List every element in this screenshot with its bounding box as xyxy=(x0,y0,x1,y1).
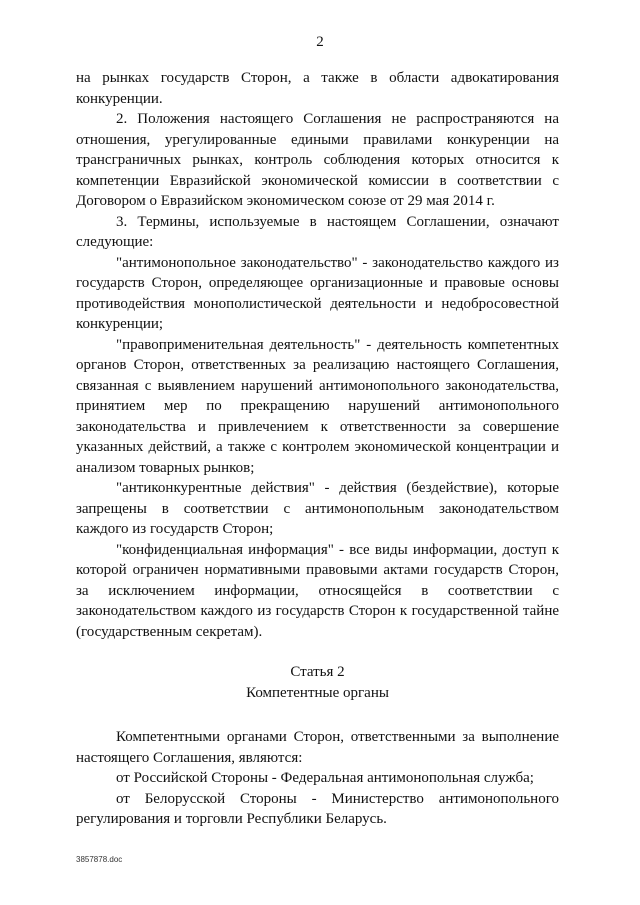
definition-antimonopoly-law: "антимонопольное законодательство" - законодательство каждого из государств Сторон, определяющее организационные и правовые основы противодействия монополистической деятельности и недобросовестной конкуренции; xyxy=(76,254,559,332)
paragraph-clause-2: 2. Положения настоящего Соглашения не распространяются на отношения, урегулированные едиными правилами конкуренции на трансграничных рынках, контроль соблюдения которых относится к компетенции Евразийской экономической комиссии в соответствии с Договором о Евразийском экономическом союзе от 29 мая 2014 г. xyxy=(76,111,559,209)
article-intro-paragraph: Компетентными органами Сторон, ответственными за выполнение настоящего Соглашения, являются: xyxy=(76,729,559,766)
document-body xyxy=(76,68,559,830)
paragraph-continuation: на рынках государств Сторон, а также в области адвокатирования конкуренции. xyxy=(76,70,559,107)
definition-anticompetitive-actions: "антиконкурентные действия" - действия (бездействие), которые запрещены в соответствии с антимонопольным законодательством каждого из государств Сторон; xyxy=(76,480,559,537)
paragraph-clause-3: 3. Термины, используемые в настоящем Соглашении, означают следующие: xyxy=(76,213,559,250)
file-name-footer: 3857878.doc xyxy=(76,855,123,864)
definition-confidential-information: "конфиденциальная информация" - все виды информации, доступ к которой ограничен нормативными правовыми актами государств Сторон, за исключением информации, относящейся в соответствии с законодательством каждого из государств Сторон к государственной тайне (государственным секретам). xyxy=(76,541,559,640)
article-number: Статья 2 xyxy=(290,664,345,680)
belarusian-party-authority: от Белорусской Стороны - Министерство антимонопольного регулирования и торговли Республики Беларусь. xyxy=(76,790,559,827)
page-number: 2 xyxy=(316,34,324,50)
definition-enforcement-activity: "правоприменительная деятельность" - деятельность компетентных органов Сторон, ответственных за реализацию настоящего Соглашения, связанная с выявлением нарушений антимонопольного законодательства, принятием мер по прекращению нарушений антимонопольного законодательства и привлечением к ответственности за совершение указанных действий, а также с контролем экономической концентрации и анализом товарных рынков; xyxy=(76,336,559,476)
russian-party-authority: от Российской Стороны - Федеральная антимонопольная служба; xyxy=(116,770,534,786)
spacer xyxy=(76,703,559,727)
article-title: Компетентные органы xyxy=(246,684,389,701)
spacer xyxy=(76,642,559,662)
